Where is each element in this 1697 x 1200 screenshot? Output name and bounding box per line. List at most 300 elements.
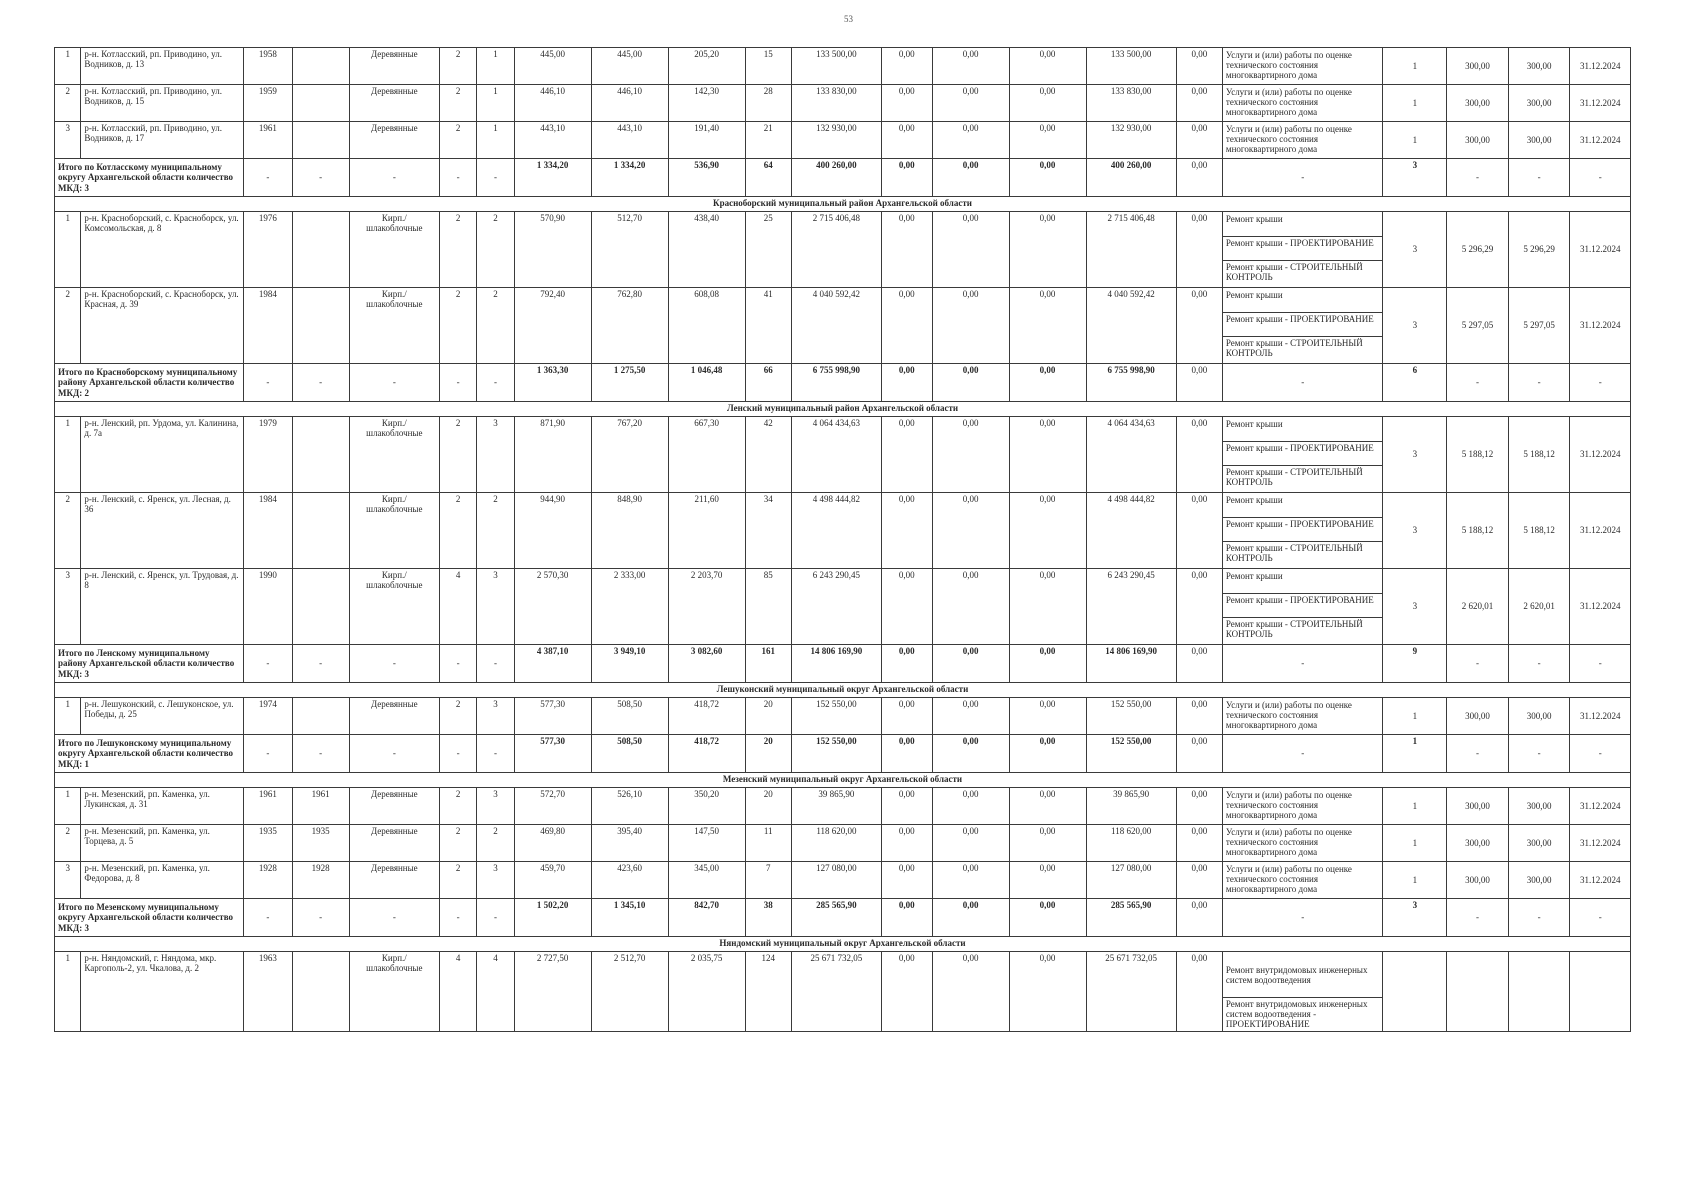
build-year: 1976 <box>244 212 292 288</box>
max-unit-price: 300,00 <box>1508 85 1570 122</box>
fund-2: 0,00 <box>932 85 1009 122</box>
fund-5: 0,00 <box>1176 212 1222 288</box>
row-number: 2 <box>55 493 81 569</box>
total-area-residential: 1 046,48 <box>668 364 745 402</box>
section-header-row <box>55 402 1631 417</box>
fund-2: 0,00 <box>932 569 1009 645</box>
area-living: 767,20 <box>591 417 668 493</box>
fund-5: 0,00 <box>1176 952 1222 1032</box>
area-living: 848,90 <box>591 493 668 569</box>
work-type: Ремонт крыши <box>1223 494 1383 518</box>
fund-5: 0,00 <box>1176 698 1222 735</box>
total-area-total: 1 334,20 <box>514 159 591 197</box>
total-dash: - <box>1570 364 1631 402</box>
total-dash: - <box>1570 735 1631 773</box>
total-label: Итого по Ленскому муниципальному району Архангельской области количество МКД: 3 <box>55 645 244 683</box>
build-year: 1959 <box>244 85 292 122</box>
floors: 2 <box>439 212 476 288</box>
max-unit-price: 5 188,12 <box>1508 417 1570 493</box>
area-residential: 438,40 <box>668 212 745 288</box>
total-dash: - <box>477 645 514 683</box>
unit-price: 5 188,12 <box>1447 417 1509 493</box>
table-row <box>55 122 1631 159</box>
fund-3: 0,00 <box>1009 212 1086 288</box>
unit-price: 300,00 <box>1447 122 1509 159</box>
fund-5: 0,00 <box>1176 493 1222 569</box>
build-year: 1963 <box>244 952 292 1032</box>
row-number: 1 <box>55 212 81 288</box>
total-dash: - <box>244 645 292 683</box>
total-fund-5: 0,00 <box>1176 735 1222 773</box>
total-area-living: 1 345,10 <box>591 899 668 937</box>
capital-repair-table <box>54 47 1631 1032</box>
wall-material: Деревянные <box>349 85 439 122</box>
units: 3 <box>1383 212 1447 288</box>
fund-4: 4 498 444,82 <box>1086 493 1176 569</box>
total-dash: - <box>292 735 349 773</box>
table-row <box>55 85 1631 122</box>
entrances: 1 <box>477 85 514 122</box>
row-number: 3 <box>55 569 81 645</box>
total-cost: 152 550,00 <box>791 735 881 773</box>
area-total: 792,40 <box>514 288 591 364</box>
unit-price: 300,00 <box>1447 698 1509 735</box>
work-type: Услуги и (или) работы по оценке технического состояния многоквартирного дома <box>1225 124 1352 155</box>
total-row <box>55 735 1631 773</box>
fund-2: 0,00 <box>932 288 1009 364</box>
total-dash: - <box>1570 645 1631 683</box>
unit-price: 300,00 <box>1447 862 1509 899</box>
area-total: 443,10 <box>514 122 591 159</box>
floors: 4 <box>439 569 476 645</box>
total-dash: - <box>349 645 439 683</box>
floors: 2 <box>439 698 476 735</box>
total-row <box>55 645 1631 683</box>
table-row <box>55 788 1631 825</box>
total-dash: - <box>1447 899 1509 937</box>
fund-2: 0,00 <box>932 698 1009 735</box>
total-dash: - <box>477 735 514 773</box>
build-year: 1979 <box>244 417 292 493</box>
wall-material: Кирп./ шлакоблочные <box>349 417 439 493</box>
total-dash: - <box>349 899 439 937</box>
section-title: Ленский муниципальный район Архангельской области <box>55 402 1631 417</box>
max-unit-price <box>1508 952 1570 1032</box>
total-fund-2: 0,00 <box>932 159 1009 197</box>
total-cost: 6 243 290,45 <box>791 569 881 645</box>
work-type: Ремонт крыши <box>1223 570 1383 594</box>
max-unit-price: 300,00 <box>1508 122 1570 159</box>
total-cost: 4 064 434,63 <box>791 417 881 493</box>
section-title: Няндомский муниципальный округ Архангельской области <box>55 937 1631 952</box>
fund-3: 0,00 <box>1009 493 1086 569</box>
address: р-н. Ленский, с. Яренск, ул. Трудовая, д. 8 <box>81 569 244 645</box>
fund-1: 0,00 <box>882 493 933 569</box>
area-residential: 191,40 <box>668 122 745 159</box>
floors: 2 <box>439 48 476 85</box>
work-type: Ремонт крыши <box>1223 289 1383 313</box>
total-fund-5: 0,00 <box>1176 159 1222 197</box>
address: р-н. Мезенский, рп. Каменка, ул. Федорова, д. 8 <box>81 862 244 899</box>
work-type: Ремонт крыши - ПРОЕКТИРОВАНИЕ <box>1223 518 1383 542</box>
total-residents: 66 <box>745 364 791 402</box>
floors: 2 <box>439 417 476 493</box>
row-number: 2 <box>55 288 81 364</box>
residents: 11 <box>745 825 791 862</box>
deadline: 31.12.2024 <box>1570 698 1631 735</box>
area-total: 577,30 <box>514 698 591 735</box>
units: 1 <box>1383 48 1447 85</box>
table-row <box>55 48 1631 85</box>
total-dash: - <box>1570 159 1631 197</box>
build-year: 1958 <box>244 48 292 85</box>
fund-4: 4 064 434,63 <box>1086 417 1176 493</box>
build-year-2 <box>292 493 349 569</box>
total-dash: - <box>244 159 292 197</box>
row-number: 3 <box>55 862 81 899</box>
entrances: 3 <box>477 569 514 645</box>
total-fund-5: 0,00 <box>1176 899 1222 937</box>
fund-3: 0,00 <box>1009 122 1086 159</box>
total-dash: - <box>439 159 476 197</box>
units: 3 <box>1383 288 1447 364</box>
fund-2: 0,00 <box>932 952 1009 1032</box>
residents: 41 <box>745 288 791 364</box>
total-dash: - <box>292 645 349 683</box>
section-header-row <box>55 937 1631 952</box>
deadline: 31.12.2024 <box>1570 493 1631 569</box>
total-fund-2: 0,00 <box>932 735 1009 773</box>
build-year: 1961 <box>244 788 292 825</box>
fund-2: 0,00 <box>932 417 1009 493</box>
wall-material: Деревянные <box>349 825 439 862</box>
unit-price: 5 296,29 <box>1447 212 1509 288</box>
area-residential: 211,60 <box>668 493 745 569</box>
total-units: 9 <box>1383 645 1447 683</box>
units: 1 <box>1383 122 1447 159</box>
build-year: 1984 <box>244 493 292 569</box>
build-year-2: 1928 <box>292 862 349 899</box>
total-dash: - <box>1570 899 1631 937</box>
residents: 21 <box>745 122 791 159</box>
row-number: 2 <box>55 825 81 862</box>
floors: 2 <box>439 788 476 825</box>
total-area-residential: 536,90 <box>668 159 745 197</box>
units: 1 <box>1383 788 1447 825</box>
work-type: Ремонт внутридомовых инженерных систем водоотведения <box>1223 964 1383 998</box>
total-row <box>55 159 1631 197</box>
deadline: 31.12.2024 <box>1570 862 1631 899</box>
work-types <box>1222 952 1383 1032</box>
area-living: 508,50 <box>591 698 668 735</box>
build-year: 1935 <box>244 825 292 862</box>
total-cost: 4 040 592,42 <box>791 288 881 364</box>
area-living: 2 333,00 <box>591 569 668 645</box>
fund-1: 0,00 <box>882 698 933 735</box>
fund-2: 0,00 <box>932 212 1009 288</box>
entrances: 1 <box>477 48 514 85</box>
unit-price: 300,00 <box>1447 48 1509 85</box>
area-living: 2 512,70 <box>591 952 668 1032</box>
work-types <box>1222 862 1383 899</box>
build-year-2 <box>292 952 349 1032</box>
wall-material: Деревянные <box>349 862 439 899</box>
area-living: 395,40 <box>591 825 668 862</box>
work-type: Услуги и (или) работы по оценке технического состояния многоквартирного дома <box>1225 864 1352 895</box>
fund-2: 0,00 <box>932 122 1009 159</box>
total-area-residential: 3 082,60 <box>668 645 745 683</box>
unit-price: 5 188,12 <box>1447 493 1509 569</box>
total-fund-4: 285 565,90 <box>1086 899 1176 937</box>
fund-1: 0,00 <box>882 417 933 493</box>
total-area-total: 1 363,30 <box>514 364 591 402</box>
page-number: 53 <box>844 14 853 24</box>
area-living: 443,10 <box>591 122 668 159</box>
max-unit-price: 300,00 <box>1508 862 1570 899</box>
fund-4: 133 500,00 <box>1086 48 1176 85</box>
fund-5: 0,00 <box>1176 862 1222 899</box>
entrances: 3 <box>477 698 514 735</box>
area-residential: 147,50 <box>668 825 745 862</box>
entrances: 2 <box>477 825 514 862</box>
area-living: 446,10 <box>591 85 668 122</box>
unit-price: 2 620,01 <box>1447 569 1509 645</box>
section-title: Красноборский муниципальный район Архангельской области <box>55 197 1631 212</box>
fund-1: 0,00 <box>882 825 933 862</box>
total-dash: - <box>1222 159 1383 197</box>
area-living: 512,70 <box>591 212 668 288</box>
wall-material: Кирп./ шлакоблочные <box>349 952 439 1032</box>
fund-5: 0,00 <box>1176 48 1222 85</box>
work-types <box>1222 698 1383 735</box>
max-unit-price: 300,00 <box>1508 698 1570 735</box>
total-residents: 20 <box>745 735 791 773</box>
work-type: Ремонт крыши - ПРОЕКТИРОВАНИЕ <box>1223 313 1383 337</box>
total-fund-2: 0,00 <box>932 364 1009 402</box>
units: 3 <box>1383 417 1447 493</box>
floors: 4 <box>439 952 476 1032</box>
area-residential: 418,72 <box>668 698 745 735</box>
total-fund-4: 6 755 998,90 <box>1086 364 1176 402</box>
entrances: 2 <box>477 212 514 288</box>
work-type: Услуги и (или) работы по оценке технического состояния многоквартирного дома <box>1225 87 1352 118</box>
work-type: Ремонт крыши - СТРОИТЕЛЬНЫЙ КОНТРОЛЬ <box>1225 543 1363 564</box>
row-number: 1 <box>55 48 81 85</box>
work-type: Услуги и (или) работы по оценке технического состояния многоквартирного дома <box>1225 827 1352 858</box>
section-header-row <box>55 683 1631 698</box>
max-unit-price: 300,00 <box>1508 788 1570 825</box>
address: р-н. Мезенский, рп. Каменка, ул. Лукинская, д. 31 <box>81 788 244 825</box>
build-year-2 <box>292 48 349 85</box>
fund-1: 0,00 <box>882 288 933 364</box>
floors: 2 <box>439 825 476 862</box>
total-fund-1: 0,00 <box>882 645 933 683</box>
total-area-total: 577,30 <box>514 735 591 773</box>
total-dash: - <box>1447 735 1509 773</box>
section-header-row <box>55 197 1631 212</box>
area-total: 2 570,30 <box>514 569 591 645</box>
residents: 85 <box>745 569 791 645</box>
total-area-total: 1 502,20 <box>514 899 591 937</box>
entrances: 3 <box>477 417 514 493</box>
work-types <box>1222 48 1383 85</box>
address: р-н. Ленский, с. Яренск, ул. Лесная, д. 36 <box>81 493 244 569</box>
total-dash: - <box>1508 735 1570 773</box>
total-fund-4: 152 550,00 <box>1086 735 1176 773</box>
fund-4: 133 830,00 <box>1086 85 1176 122</box>
total-dash: - <box>477 159 514 197</box>
fund-3: 0,00 <box>1009 788 1086 825</box>
total-dash: - <box>292 159 349 197</box>
total-cost: 152 550,00 <box>791 698 881 735</box>
row-number: 1 <box>55 698 81 735</box>
total-cost: 4 498 444,82 <box>791 493 881 569</box>
total-fund-2: 0,00 <box>932 899 1009 937</box>
wall-material: Кирп./ шлакоблочные <box>349 212 439 288</box>
total-fund-5: 0,00 <box>1176 364 1222 402</box>
fund-4: 39 865,90 <box>1086 788 1176 825</box>
area-residential: 345,00 <box>668 862 745 899</box>
total-dash: - <box>439 645 476 683</box>
table-row <box>55 212 1631 288</box>
residents: 20 <box>745 788 791 825</box>
fund-2: 0,00 <box>932 862 1009 899</box>
area-total: 469,80 <box>514 825 591 862</box>
total-dash: - <box>244 899 292 937</box>
table-row <box>55 952 1631 1032</box>
residents: 7 <box>745 862 791 899</box>
total-area-living: 3 949,10 <box>591 645 668 683</box>
total-area-living: 1 334,20 <box>591 159 668 197</box>
section-header-row <box>55 773 1631 788</box>
total-residents: 161 <box>745 645 791 683</box>
total-row <box>55 364 1631 402</box>
total-cost: 118 620,00 <box>791 825 881 862</box>
fund-5: 0,00 <box>1176 569 1222 645</box>
total-fund-1: 0,00 <box>882 735 933 773</box>
deadline: 31.12.2024 <box>1570 48 1631 85</box>
fund-3: 0,00 <box>1009 952 1086 1032</box>
total-cost: 39 865,90 <box>791 788 881 825</box>
fund-1: 0,00 <box>882 862 933 899</box>
fund-5: 0,00 <box>1176 288 1222 364</box>
deadline: 31.12.2024 <box>1570 825 1631 862</box>
area-total: 445,00 <box>514 48 591 85</box>
total-cost: 133 830,00 <box>791 85 881 122</box>
wall-material: Деревянные <box>349 788 439 825</box>
total-dash: - <box>1222 899 1383 937</box>
fund-4: 118 620,00 <box>1086 825 1176 862</box>
units: 1 <box>1383 698 1447 735</box>
floors: 2 <box>439 493 476 569</box>
total-units: 1 <box>1383 735 1447 773</box>
total-fund-3: 0,00 <box>1009 899 1086 937</box>
fund-5: 0,00 <box>1176 417 1222 493</box>
total-cost: 132 930,00 <box>791 122 881 159</box>
work-type: Услуги и (или) работы по оценке технического состояния многоквартирного дома <box>1225 790 1352 821</box>
area-total: 572,70 <box>514 788 591 825</box>
entrances: 2 <box>477 288 514 364</box>
total-cost: 25 671 732,05 <box>791 952 881 1032</box>
total-dash: - <box>439 899 476 937</box>
work-type: Ремонт крыши - СТРОИТЕЛЬНЫЙ КОНТРОЛЬ <box>1225 467 1363 488</box>
row-number: 3 <box>55 122 81 159</box>
total-fund-1: 0,00 <box>882 364 933 402</box>
work-type: Услуги и (или) работы по оценке технического состояния многоквартирного дома <box>1225 700 1352 731</box>
fund-3: 0,00 <box>1009 569 1086 645</box>
fund-3: 0,00 <box>1009 698 1086 735</box>
fund-3: 0,00 <box>1009 85 1086 122</box>
deadline: 31.12.2024 <box>1570 569 1631 645</box>
total-dash: - <box>349 364 439 402</box>
fund-4: 6 243 290,45 <box>1086 569 1176 645</box>
max-unit-price: 5 188,12 <box>1508 493 1570 569</box>
work-type: Ремонт крыши <box>1223 418 1383 442</box>
work-types <box>1222 569 1383 645</box>
area-total: 871,90 <box>514 417 591 493</box>
deadline: 31.12.2024 <box>1570 417 1631 493</box>
max-unit-price: 5 297,05 <box>1508 288 1570 364</box>
floors: 2 <box>439 862 476 899</box>
fund-1: 0,00 <box>882 569 933 645</box>
address: р-н. Лешуконский, с. Лешуконское, ул. Победы, д. 25 <box>81 698 244 735</box>
fund-1: 0,00 <box>882 48 933 85</box>
fund-4: 4 040 592,42 <box>1086 288 1176 364</box>
area-total: 944,90 <box>514 493 591 569</box>
fund-5: 0,00 <box>1176 122 1222 159</box>
total-units: 3 <box>1383 159 1447 197</box>
area-residential: 205,20 <box>668 48 745 85</box>
address: р-н. Красноборский, с. Красноборск, ул. Комсомольская, д. 8 <box>81 212 244 288</box>
area-living: 423,60 <box>591 862 668 899</box>
deadline: 31.12.2024 <box>1570 788 1631 825</box>
work-types <box>1222 288 1383 364</box>
entrances: 4 <box>477 952 514 1032</box>
floors: 2 <box>439 122 476 159</box>
wall-material: Кирп./ шлакоблочные <box>349 569 439 645</box>
fund-1: 0,00 <box>882 122 933 159</box>
fund-5: 0,00 <box>1176 788 1222 825</box>
fund-3: 0,00 <box>1009 288 1086 364</box>
max-unit-price: 2 620,01 <box>1508 569 1570 645</box>
unit-price: 300,00 <box>1447 85 1509 122</box>
build-year-2 <box>292 288 349 364</box>
fund-5: 0,00 <box>1176 85 1222 122</box>
total-fund-5: 0,00 <box>1176 645 1222 683</box>
total-cost: 14 806 169,90 <box>791 645 881 683</box>
unit-price: 5 297,05 <box>1447 288 1509 364</box>
entrances: 1 <box>477 122 514 159</box>
entrances: 3 <box>477 862 514 899</box>
work-type: Услуги и (или) работы по оценке технического состояния многоквартирного дома <box>1225 50 1352 81</box>
total-dash: - <box>1447 645 1509 683</box>
total-dash: - <box>1447 364 1509 402</box>
wall-material: Деревянные <box>349 698 439 735</box>
address: р-н. Красноборский, с. Красноборск, ул. Красная, д. 39 <box>81 288 244 364</box>
area-total: 446,10 <box>514 85 591 122</box>
row-number: 1 <box>55 788 81 825</box>
residents: 124 <box>745 952 791 1032</box>
total-area-living: 508,50 <box>591 735 668 773</box>
build-year-2 <box>292 698 349 735</box>
total-cost: 133 500,00 <box>791 48 881 85</box>
entrances: 3 <box>477 788 514 825</box>
units: 1 <box>1383 825 1447 862</box>
total-dash: - <box>1222 735 1383 773</box>
wall-material: Деревянные <box>349 122 439 159</box>
fund-3: 0,00 <box>1009 417 1086 493</box>
work-types <box>1222 788 1383 825</box>
